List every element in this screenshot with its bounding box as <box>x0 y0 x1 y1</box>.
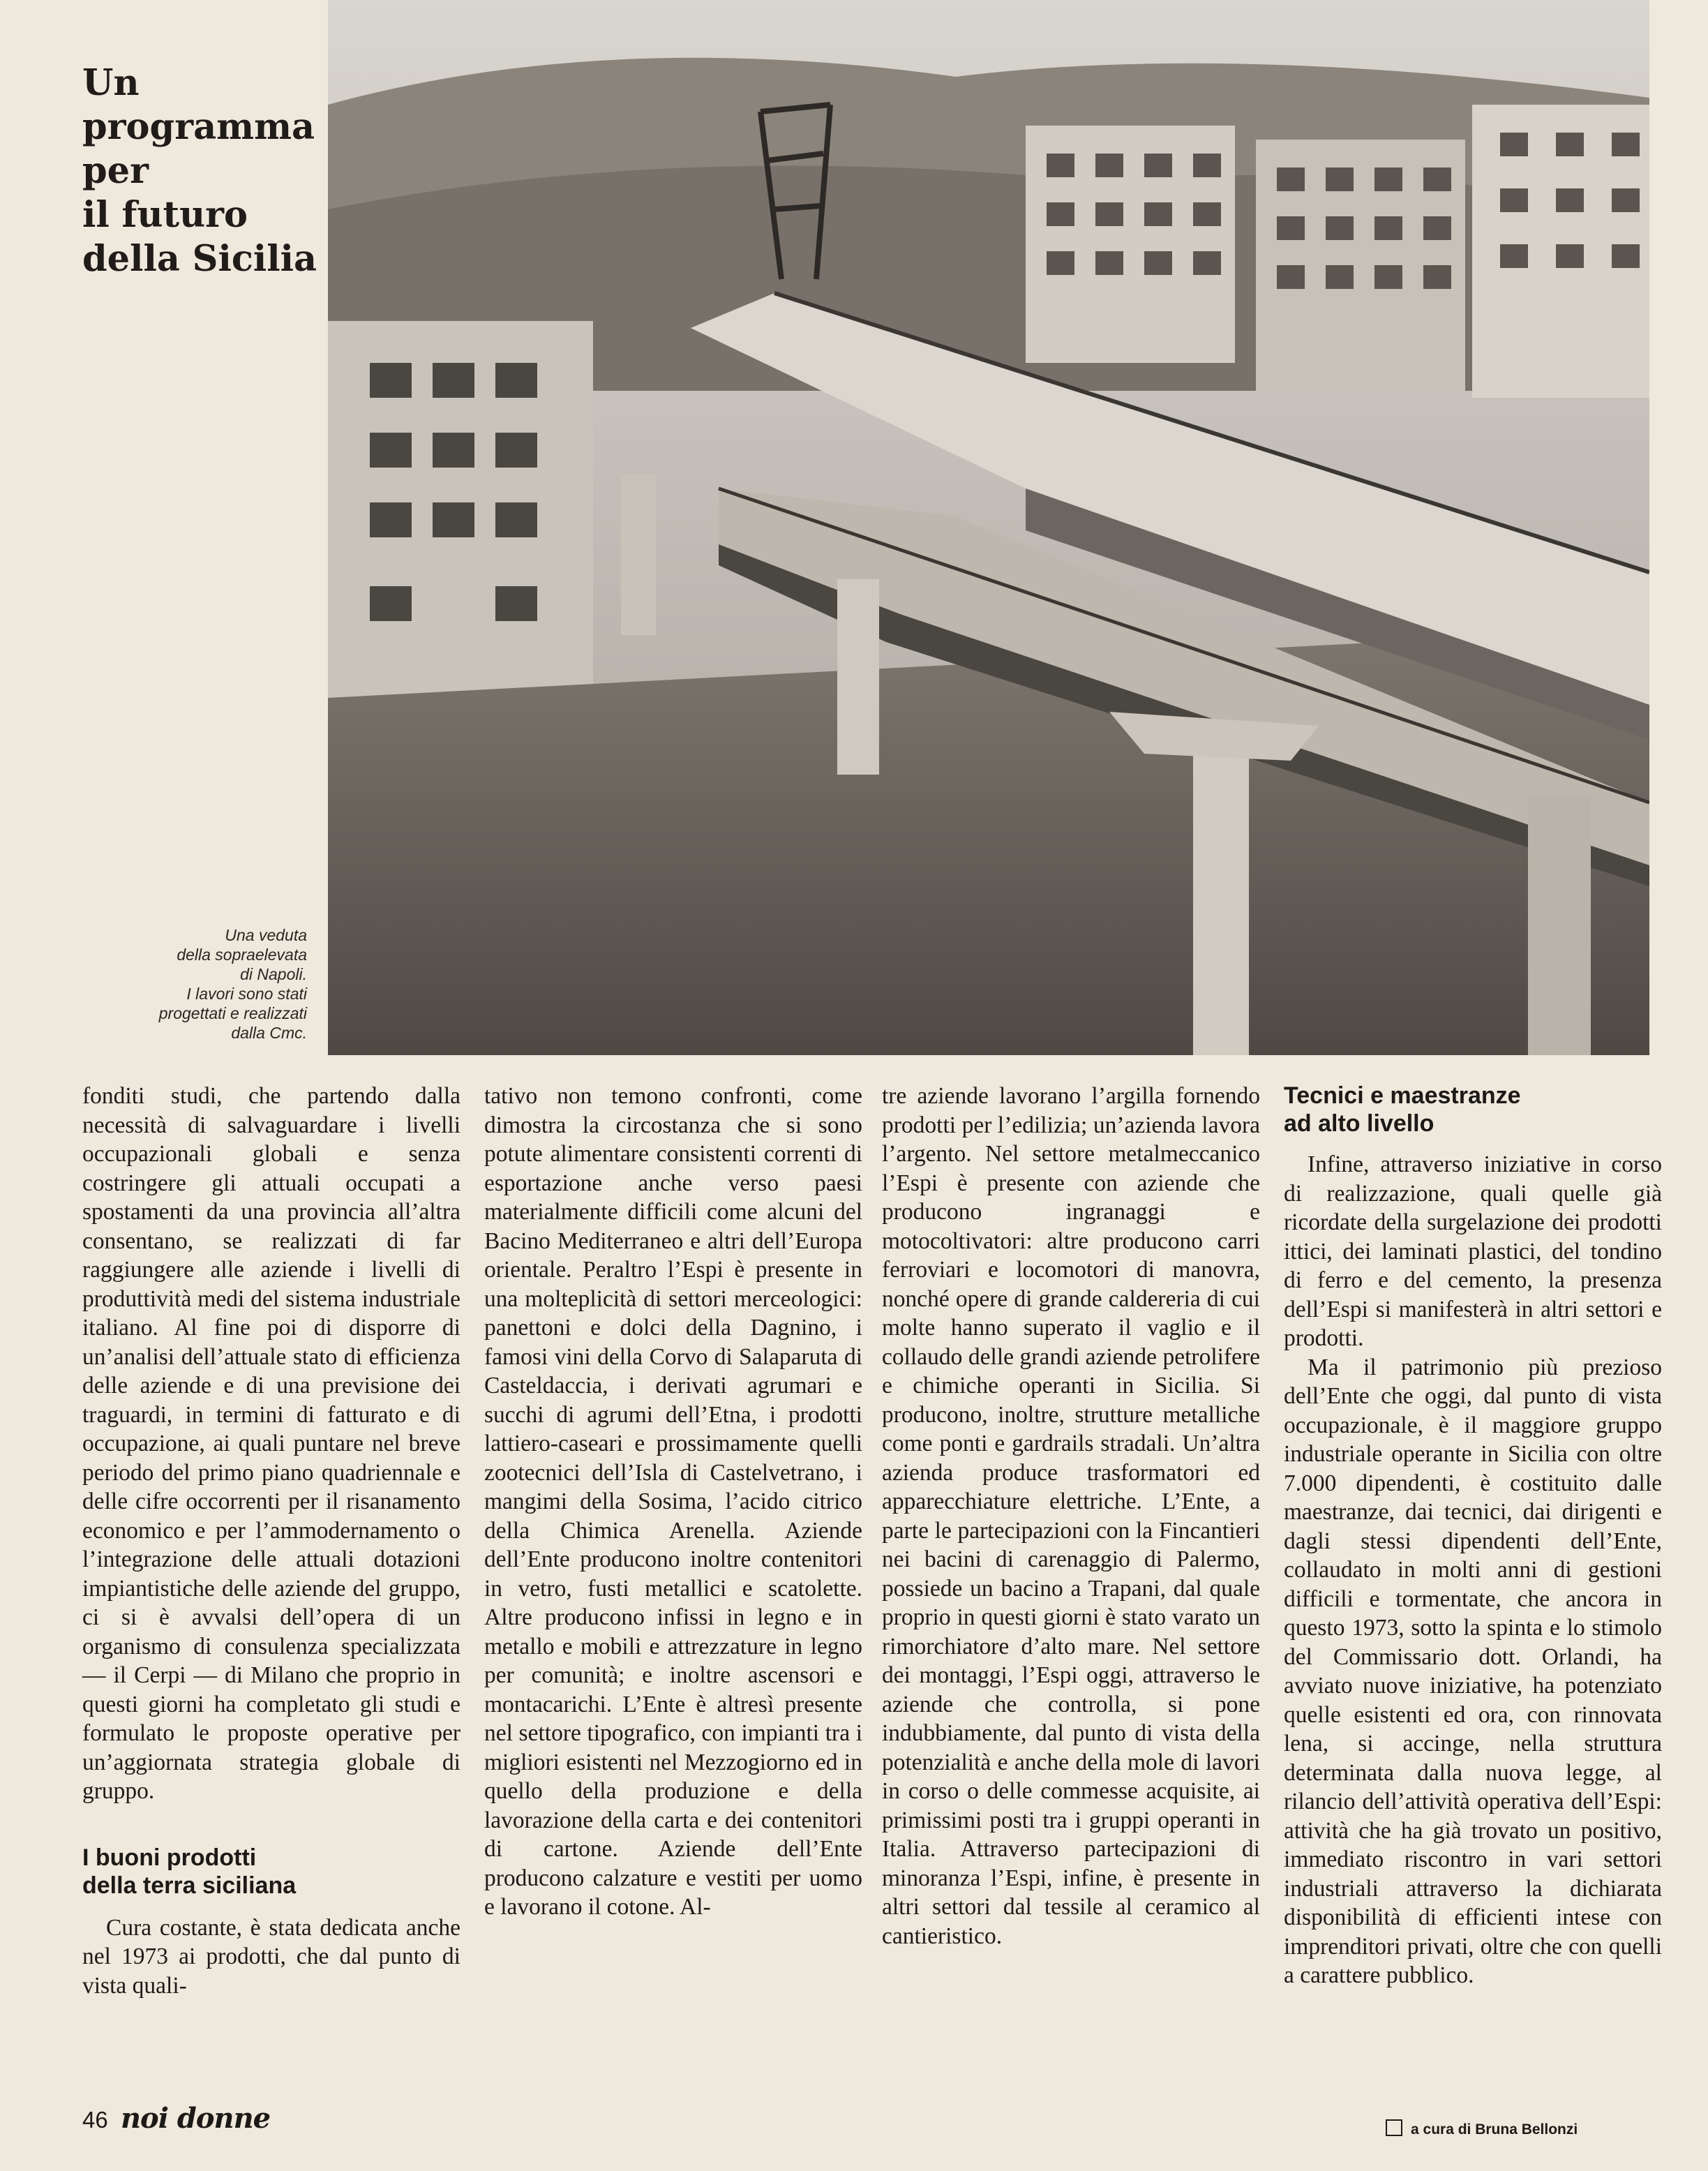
author-byline <box>1386 2119 1578 2138</box>
body-paragraph: Infine, attraverso iniziative in corso di realizzazione, quali quelle già ricordate della surgelazione dei prodotti ittici, dei laminati plastici, del tondino di ferro e del cemento, la presenza dell’Espi si manifesterà in altri settori e prodotti. <box>1284 1151 1662 1351</box>
text-column-1 <box>82 1082 460 2000</box>
article-photo <box>328 0 1649 1055</box>
body-paragraph: fonditi studi, che partendo dalla necessità di salvaguardare i livelli occupazionali globali e senza costringere gli attuali occupati a spostamenti da una provincia all’altra consentano, se realizzati di far raggiungere alle aziende i livelli di produttività medi del sistema industriale italiano. Al fine poi di disporre di un’analisi dell’attuale stato di efficienza delle aziende e di una previsione dei traguardi, in termini di fatturato e di occupazione, ai quali puntare nel breve periodo del primo piano quadriennale e delle cifre occorrenti per il risanamento economico e per l’ammodernamento o l’integrazione delle attuali dotazioni impiantistiche delle aziende del gruppo, ci si è avvalsi dell’opera di un organismo di consulenza specializzata — il Cerpi — di Milano che proprio in questi giorni ha completato gli studi e formulato le proposte operative per un’aggiornata strategia globale di gruppo. <box>82 1083 460 1804</box>
headline-line: Un <box>82 62 140 104</box>
subheading-line: Tecnici e maestranze <box>1284 1082 1521 1109</box>
photo-caption <box>140 925 307 1043</box>
headline-line: per <box>82 150 149 192</box>
text-column-4 <box>1284 1082 1662 1990</box>
headline-line: della Sicilia <box>82 238 317 280</box>
headline-line: il futuro <box>82 194 248 236</box>
subheading-line: ad alto livello <box>1284 1110 1434 1137</box>
page-number: 46 <box>82 2107 108 2133</box>
subheading-line: I buoni prodotti <box>82 1844 257 1871</box>
end-mark-box-icon <box>1386 2119 1402 2136</box>
caption-line: Una veduta <box>225 926 307 944</box>
section-subheading <box>1284 1082 1662 1137</box>
caption-line: dalla Cmc. <box>231 1024 307 1042</box>
text-column-2 <box>484 1082 862 1922</box>
body-paragraph: tre aziende lavorano l’argilla fornendo prodotti per l’edilizia; un’azienda lavora l’argento. Nel settore metalmeccanico l’Espi è presente con aziende che producono ingranaggi e motocoltivatori: altre producono carri ferroviari e locomotori di manovra, nonché opere di grande caldereria di cui molte hanno superato il vaglio e il collaudo delle grandi aziende petrolifere e chimiche operanti in Sicilia. Si producono, inoltre, strutture metalliche come ponti e gardrails stradali. Un’altra azienda produce trasformatori ed apparecchiature elettriche. L’Ente, a parte le partecipazioni con la Fincantieri nei bacini di carenaggio di Palermo, possiede un bacino a Trapani, dal quale proprio in questi giorni è stato varato un rimorchiatore d’alto mare. Nel settore dei montaggi, l’Espi oggi, attraverso le aziende che controlla, si pone indubbiamente, dal punto di vista della potenzialità e anche della mole di lavori in corso o delle commesse acquisite, ai primissimi posti tra i gruppi operanti in Italia. Attraverso partecipazioni di minoranza l’Espi, infine, è presente in altri settori dal tessile al ceramico al cantieristico. <box>882 1083 1260 1949</box>
caption-line: di Napoli. <box>240 965 307 983</box>
caption-line: I lavori sono stati <box>186 985 307 1003</box>
byline-text: a cura di Bruna Bellonzi <box>1411 2121 1578 2138</box>
elevated-highway-photo <box>328 0 1649 1055</box>
headline-line: programma <box>82 106 315 148</box>
body-paragraph: tativo non temono confronti, come dimostra la circostanza che si sono potute alimentare consistenti correnti di esportazione anche verso paesi materialmente difficili come alcuni del Bacino Mediterraneo e altri dell’Europa orientale. Peraltro l’Espi è presente in una molteplicità di settori merceologici: panettoni e dolci della Dagnino, i famosi vini della Corvo di Salaparuta di Casteldaccia, i derivati agrumari e succhi di agrumi dell’Etna, i prodotti lattiero-caseari e prossimamente quelli zootecnici dell’Isla di Castelvetrano, i mangimi della Sosima, l’acido citrico della Chimica Arenella. Aziende dell’Ente producono inoltre contenitori in vetro, fusti metallici e scatolette. Altre producono infissi in legno e in metallo e mobili e attrezzature in legno per comunità; e inoltre ascensori e montacarichi. L’Ente è altresì presente nel settore tipografico, con impianti tra i migliori esistenti nel Mezzogiorno ed in quello della produzione e della lavorazione della carta e dei contenitori di cartone. Aziende dell’Ente producono calzature e vestiti per uomo e lavorano il cotone. Al- <box>484 1083 862 1920</box>
page-footer <box>82 2102 270 2135</box>
text-column-3 <box>882 1082 1260 1950</box>
body-paragraph: Ma il patrimonio più prezioso dell’Ente che oggi, dal punto di vista occupazionale, è il maggiore gruppo industriale operante in Sicilia con oltre 7.000 dipendenti, è costituito dalle maestranze, dai tecnici, dai dirigenti e dagli stessi dipendenti dell’Ente, collaudato in molti anni di gestioni difficili e tormentate, che ancora in questo 1973, sotto la spinta e lo stimolo del Commissario dott. Orlandi, ha avviato nuove iniziative, ha potenziato quelle esistenti ed ora, con rinnovata lena, si accinge, nella struttura determinata dalla nuova legge, al rilancio dell’attività operativa dell’Espi: attività che ha già trovato un positivo, immediato riscontro in vari settori industriali attraverso la dichiarata disponibilità di efficienti intese con imprenditori privati, oltre che con quelli a carattere pubblico. <box>1284 1354 1662 1988</box>
subheading-line: della terra siciliana <box>82 1872 297 1899</box>
section-subheading <box>82 1844 460 1900</box>
caption-line: progettati e realizzati <box>158 1004 307 1022</box>
magazine-logo: noi donne <box>120 2102 271 2135</box>
body-paragraph: Cura costante, è stata dedicata anche nel 1973 ai prodotti, che dal punto di vista quali- <box>82 1914 460 1999</box>
caption-line: della sopraelevata <box>177 946 307 964</box>
article-headline <box>82 61 320 281</box>
